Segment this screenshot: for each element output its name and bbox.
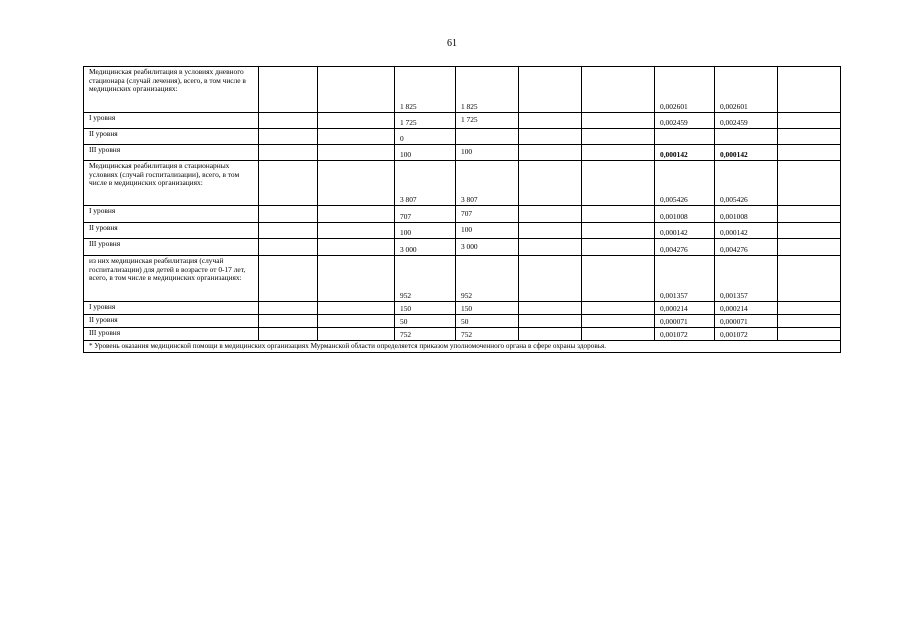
cell-empty [582, 239, 655, 256]
cell-empty [778, 239, 841, 256]
row-name: I уровня [84, 206, 259, 223]
cell-norm: 0,001357 [655, 256, 715, 302]
cell-norm-total: 0,001008 [715, 206, 778, 223]
table-row [84, 67, 841, 113]
cell-empty [259, 256, 318, 302]
cell-empty [259, 145, 318, 161]
cell-empty [582, 328, 655, 341]
table-row [84, 256, 841, 302]
cell-volume: 1 725 [395, 113, 456, 129]
cell-empty [318, 206, 395, 223]
cell-empty [318, 328, 395, 341]
cell-empty [582, 223, 655, 239]
cell-norm-total: 0,004276 [715, 239, 778, 256]
cell-empty [778, 67, 841, 113]
table-row [84, 302, 841, 315]
cell-empty [778, 223, 841, 239]
cell-volume-total: 3 807 [456, 161, 519, 206]
cell-volume-total: 100 [456, 223, 519, 239]
cell-empty [259, 113, 318, 129]
cell-empty [778, 161, 841, 206]
cell-volume-total: 100 [456, 145, 519, 161]
cell-empty [778, 113, 841, 129]
cell-norm-total: 0,000071 [715, 315, 778, 328]
cell-norm: 0,002459 [655, 113, 715, 129]
cell-norm-total: 0,005426 [715, 161, 778, 206]
row-name: Медицинская реабилитация в условиях дневного стационара (случай лечения), всего, в том числе в медицинских организациях: [84, 67, 259, 113]
table-row [84, 129, 841, 145]
cell-volume-total: 1 725 [456, 113, 519, 129]
cell-volume: 100 [395, 145, 456, 161]
cell-empty [318, 145, 395, 161]
cell-empty [318, 129, 395, 145]
data-table [83, 66, 841, 353]
cell-norm: 0,000142 [655, 145, 715, 161]
cell-empty [519, 328, 582, 341]
table-row [84, 328, 841, 341]
cell-empty [259, 315, 318, 328]
cell-volume: 952 [395, 256, 456, 302]
cell-empty [778, 129, 841, 145]
cell-volume-total: 3 000 [456, 239, 519, 256]
table-row [84, 239, 841, 256]
cell-empty [582, 67, 655, 113]
cell-norm-total: 0,001072 [715, 328, 778, 341]
cell-empty [259, 302, 318, 315]
cell-empty [318, 256, 395, 302]
cell-empty [318, 302, 395, 315]
cell-empty [318, 161, 395, 206]
cell-empty [519, 145, 582, 161]
cell-volume-total: 1 825 [456, 67, 519, 113]
cell-empty [519, 256, 582, 302]
cell-empty [318, 67, 395, 113]
cell-empty [582, 161, 655, 206]
row-name: II уровня [84, 223, 259, 239]
footnote-row [84, 341, 841, 353]
cell-empty [582, 206, 655, 223]
cell-norm: 0,001008 [655, 206, 715, 223]
cell-empty [259, 67, 318, 113]
cell-volume-total: 752 [456, 328, 519, 341]
cell-empty [318, 239, 395, 256]
cell-empty [582, 113, 655, 129]
cell-empty [582, 256, 655, 302]
cell-empty [259, 129, 318, 145]
cell-norm: 0,004276 [655, 239, 715, 256]
cell-empty [778, 206, 841, 223]
cell-volume: 1 825 [395, 67, 456, 113]
cell-empty [259, 239, 318, 256]
table-row [84, 145, 841, 161]
cell-empty [582, 129, 655, 145]
cell-empty [519, 302, 582, 315]
cell-norm: 0,000071 [655, 315, 715, 328]
cell-norm-total: 0,002459 [715, 113, 778, 129]
row-name: III уровня [84, 328, 259, 341]
cell-volume: 100 [395, 223, 456, 239]
cell-norm: 0,001072 [655, 328, 715, 341]
cell-volume: 3 807 [395, 161, 456, 206]
cell-norm-total: 0,002601 [715, 67, 778, 113]
table-body [84, 67, 841, 353]
cell-empty [519, 129, 582, 145]
cell-empty [519, 223, 582, 239]
cell-empty [259, 328, 318, 341]
cell-volume-total: 707 [456, 206, 519, 223]
cell-norm-total: 0,001357 [715, 256, 778, 302]
cell-norm-total: 0,000142 [715, 223, 778, 239]
cell-volume: 752 [395, 328, 456, 341]
cell-empty [582, 302, 655, 315]
cell-norm: 0,000214 [655, 302, 715, 315]
cell-norm: 0,002601 [655, 67, 715, 113]
cell-norm: 0,005426 [655, 161, 715, 206]
cell-norm-total [715, 129, 778, 145]
cell-volume: 150 [395, 302, 456, 315]
cell-empty [519, 206, 582, 223]
cell-norm-total: 0,000214 [715, 302, 778, 315]
footnote: * Уровень оказания медицинской помощи в медицинских организациях Мурманской области определяется приказом уполномоченного органа в сфере охраны здоровья. [84, 341, 841, 353]
cell-volume-total: 952 [456, 256, 519, 302]
row-name: I уровня [84, 302, 259, 315]
cell-empty [259, 161, 318, 206]
cell-empty [318, 315, 395, 328]
cell-empty [778, 256, 841, 302]
cell-empty [582, 315, 655, 328]
cell-empty [519, 239, 582, 256]
row-name: II уровня [84, 129, 259, 145]
cell-empty [778, 315, 841, 328]
cell-volume: 707 [395, 206, 456, 223]
cell-empty [318, 113, 395, 129]
cell-volume: 50 [395, 315, 456, 328]
cell-empty [519, 161, 582, 206]
page-number: 61 [447, 38, 457, 49]
table-row [84, 223, 841, 239]
table-row [84, 315, 841, 328]
row-name: I уровня [84, 113, 259, 129]
table-row [84, 113, 841, 129]
row-name: Медицинская реабилитация в стационарных условиях (случай госпитализации), всего, в том числе в медицинских организациях: [84, 161, 259, 206]
cell-norm-total: 0,000142 [715, 145, 778, 161]
cell-volume: 3 000 [395, 239, 456, 256]
cell-empty [259, 206, 318, 223]
row-name: II уровня [84, 315, 259, 328]
cell-empty [519, 67, 582, 113]
cell-volume-total: 150 [456, 302, 519, 315]
cell-empty [519, 113, 582, 129]
cell-norm [655, 129, 715, 145]
cell-volume: 0 [395, 129, 456, 145]
cell-empty [519, 315, 582, 328]
table-row [84, 206, 841, 223]
cell-volume-total [456, 129, 519, 145]
cell-empty [778, 302, 841, 315]
row-name: III уровня [84, 145, 259, 161]
table-row [84, 161, 841, 206]
row-name: из них медицинская реабилитация (случай госпитализации) для детей в возрасте от 0-17 лет, всего, в том числе в медицинских организациях: [84, 256, 259, 302]
cell-norm: 0,000142 [655, 223, 715, 239]
cell-empty [778, 145, 841, 161]
cell-empty [259, 223, 318, 239]
cell-empty [582, 145, 655, 161]
cell-empty [318, 223, 395, 239]
row-name: III уровня [84, 239, 259, 256]
cell-volume-total: 50 [456, 315, 519, 328]
cell-empty [778, 328, 841, 341]
